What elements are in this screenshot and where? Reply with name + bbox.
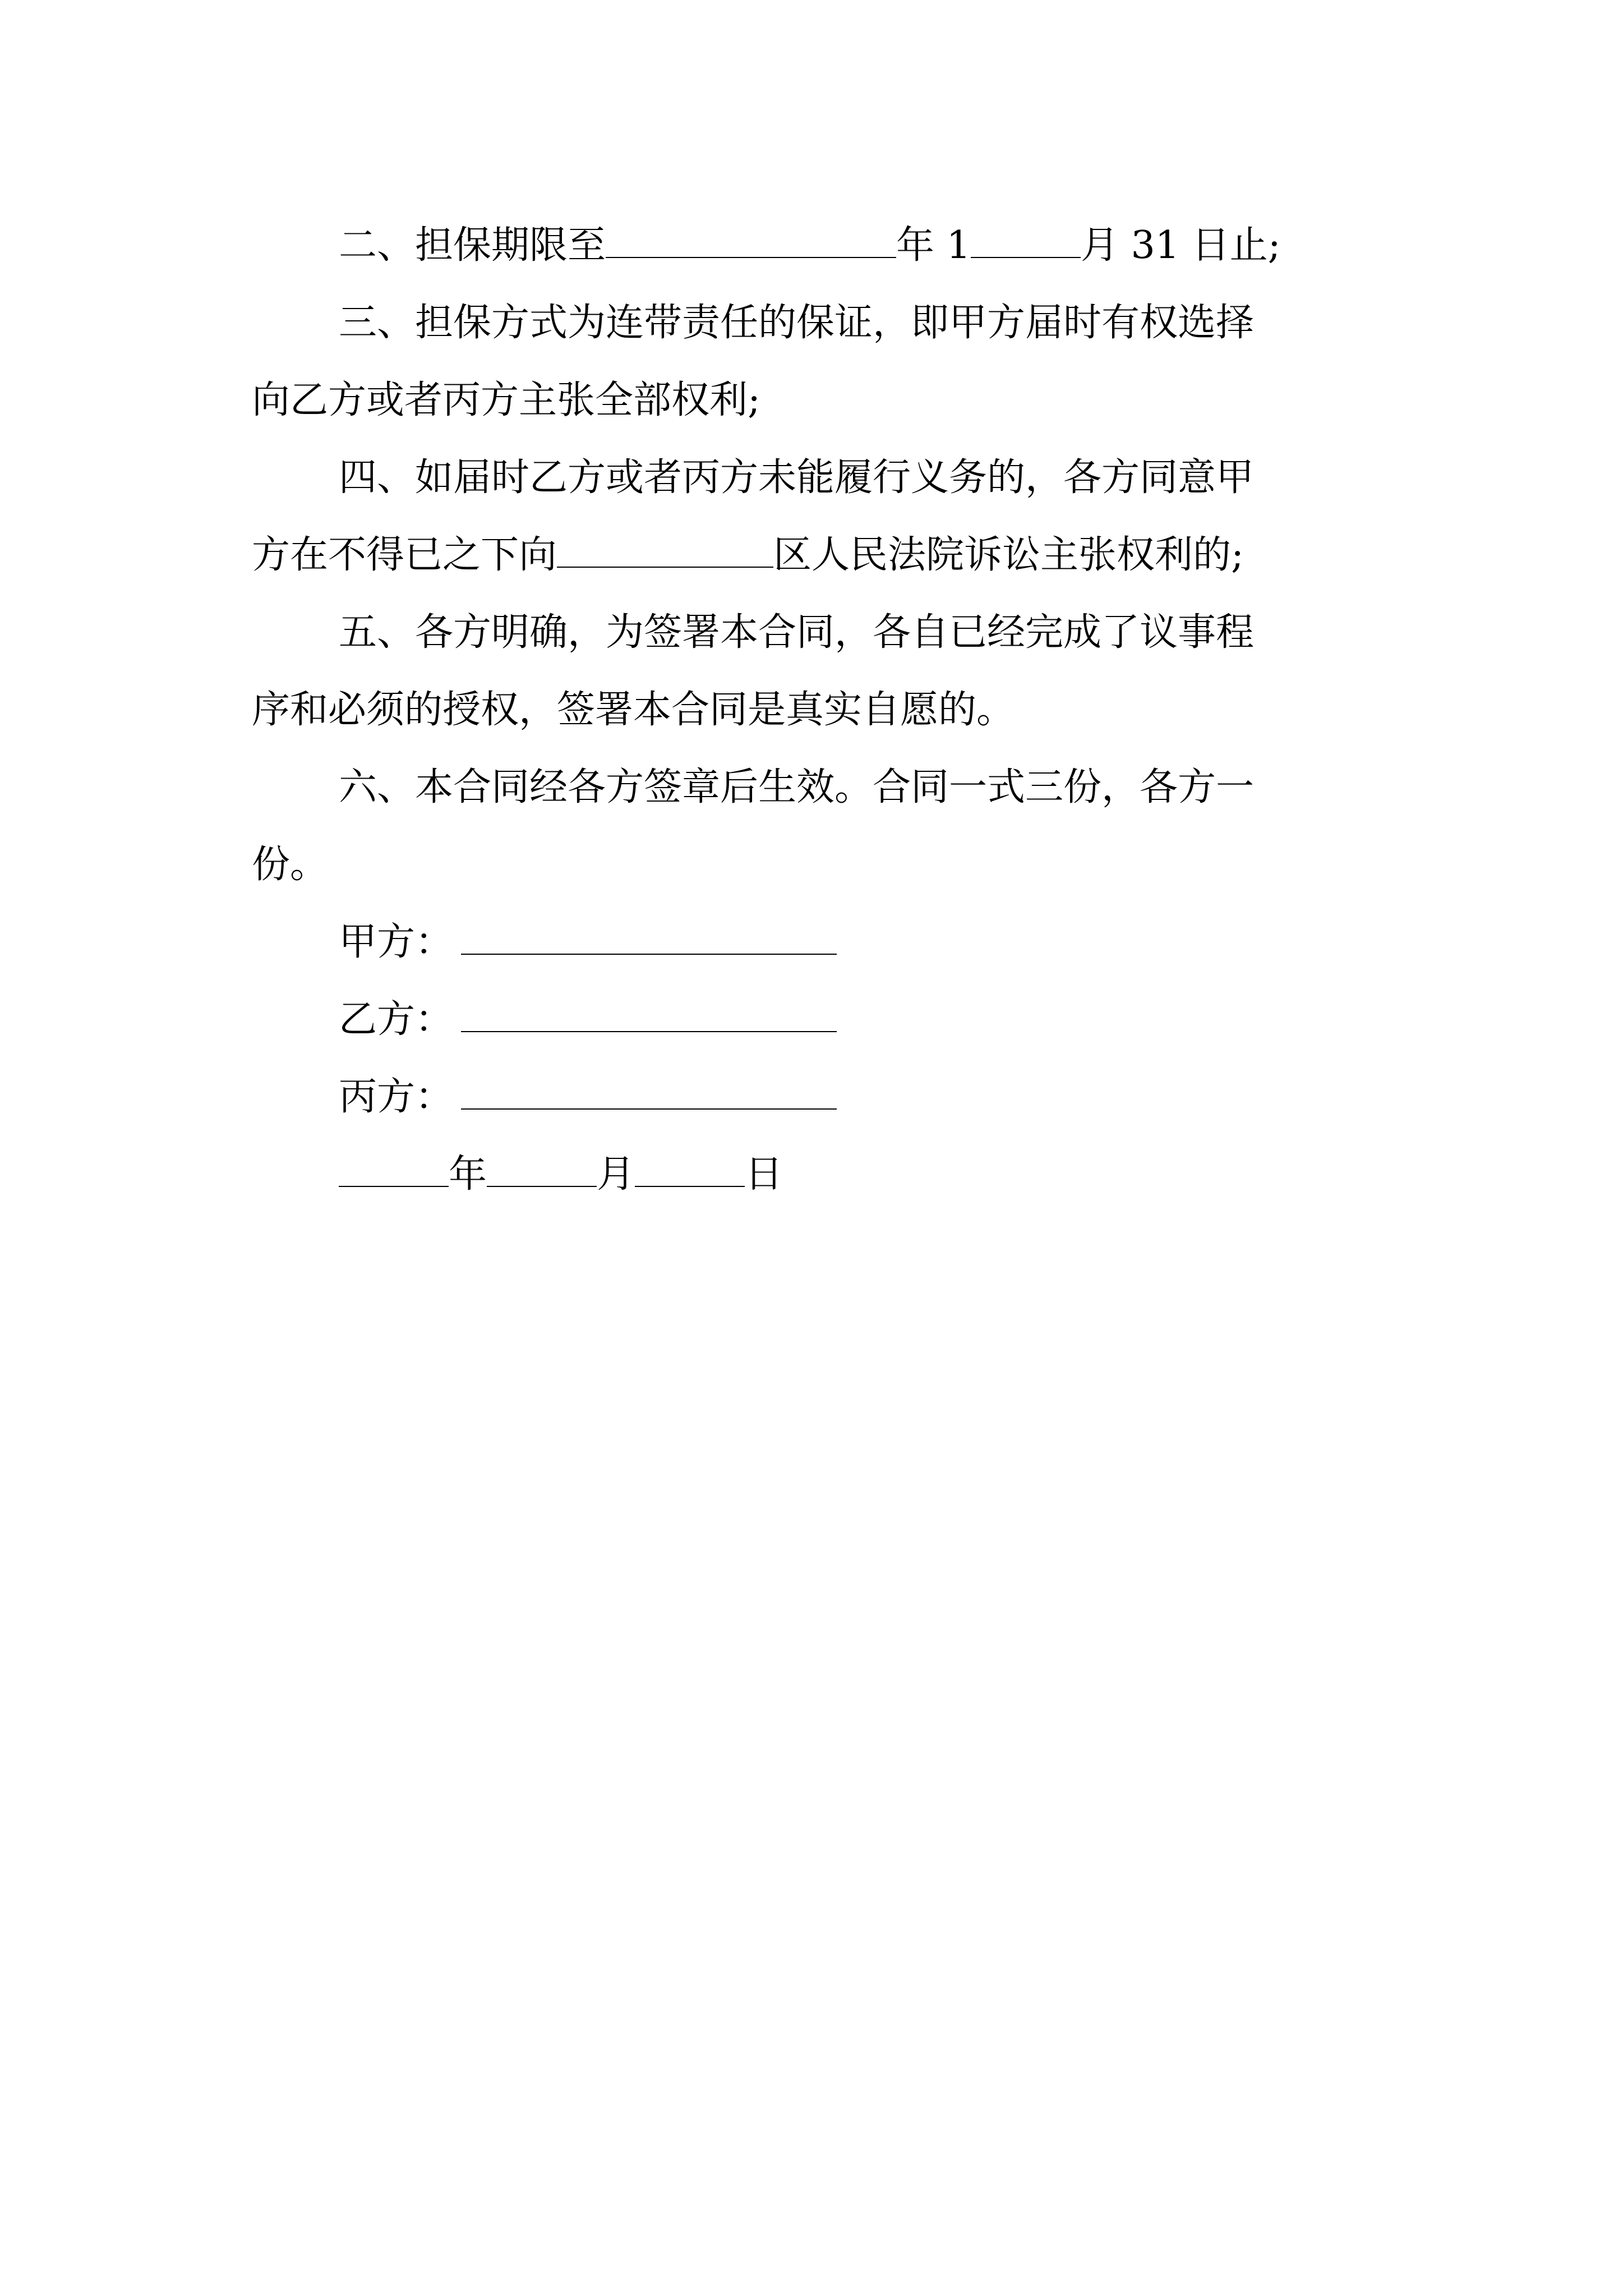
clause-3-line-1: 三、担保方式为连带责任的保证，即甲方届时有权选择 bbox=[339, 301, 1255, 345]
clause-4-text-start: 方在不得已之下向 bbox=[252, 533, 557, 577]
date-month-label: 月 bbox=[597, 1152, 635, 1197]
clause-5-line-2: 序和必须的授权，签署本合同是真实自愿的。 bbox=[252, 688, 1015, 732]
party-b-label: 乙方： bbox=[339, 997, 454, 1042]
clause-2 bbox=[339, 220, 1281, 272]
court-district-blank bbox=[557, 531, 773, 568]
date-month-blank bbox=[487, 1150, 597, 1187]
clause-2-text-mid: 年 1 bbox=[896, 223, 971, 268]
party-c-signature-blank bbox=[461, 1073, 837, 1110]
party-c-label: 丙方： bbox=[339, 1075, 454, 1119]
party-a-signature-blank bbox=[461, 918, 837, 955]
signature-party-a bbox=[339, 917, 837, 968]
party-b-signature-blank bbox=[461, 995, 837, 1032]
party-a-label: 甲方： bbox=[339, 920, 454, 964]
signature-party-c bbox=[339, 1071, 837, 1123]
clause-2-text-start: 二、担保期限至 bbox=[339, 223, 606, 268]
date-year-blank bbox=[339, 1150, 449, 1187]
date-day-blank bbox=[635, 1150, 745, 1187]
clause-6-line-1: 六、本合同经各方签章后生效。合同一式三份，各方一 bbox=[339, 765, 1255, 809]
clause-3-line-2: 向乙方或者丙方主张全部权利; bbox=[252, 378, 760, 422]
clause-4-line-1: 四、如届时乙方或者丙方未能履行义务的，各方同意甲 bbox=[339, 455, 1255, 500]
signature-party-b bbox=[339, 994, 837, 1046]
clause-2-text-end: 月 31 日止; bbox=[1080, 223, 1281, 268]
clause-4-line-2 bbox=[252, 530, 1244, 581]
guarantee-month-blank bbox=[971, 221, 1081, 258]
date-year-label: 年 bbox=[449, 1152, 487, 1197]
date-day-label: 日 bbox=[745, 1152, 783, 1197]
clause-6-line-2: 份。 bbox=[252, 843, 329, 887]
guarantee-year-blank bbox=[606, 221, 896, 258]
signing-date bbox=[339, 1149, 783, 1200]
clause-4-text-end: 区人民法院诉讼主张权利的; bbox=[773, 533, 1244, 577]
clause-5-line-1: 五、各方明确，为签署本合同，各自已经完成了议事程 bbox=[339, 610, 1255, 655]
